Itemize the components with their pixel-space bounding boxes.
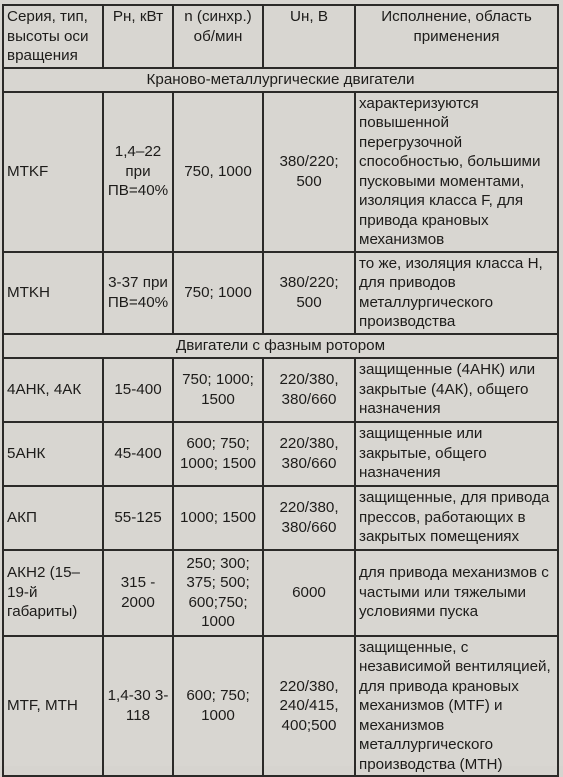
cell-description: то же, изоляция класса Н, для приводов металлургического производства: [355, 252, 558, 334]
cell-description: характеризуются повышенной перегрузочной способностью, большими пусковыми моментами, изоляция класса F, для привода крановых механизмов: [355, 92, 558, 252]
cell-voltage: 220/380, 380/660: [263, 486, 355, 550]
header-speed: n (синхр.) об/мин: [173, 5, 263, 68]
header-row: [3, 5, 558, 68]
table-row: [3, 92, 558, 252]
cell-voltage: 380/220; 500: [263, 92, 355, 252]
section-title: Крановo-металлургические двигатели: [3, 68, 558, 92]
header-voltage: Uн, В: [263, 5, 355, 68]
cell-speed: 1000; 1500: [173, 486, 263, 550]
cell-series: MTKH: [3, 252, 103, 334]
table-row: [3, 252, 558, 334]
cell-series: АКН2 (15–19-й габариты): [3, 550, 103, 636]
cell-series: MTKF: [3, 92, 103, 252]
cell-series: АКП: [3, 486, 103, 550]
cell-voltage: 220/380, 240/415, 400;500: [263, 636, 355, 777]
cell-speed: 750, 1000: [173, 92, 263, 252]
motor-series-table: [2, 4, 559, 777]
cell-speed: 600; 750; 1000; 1500: [173, 422, 263, 486]
cell-power: 1,4-30 3-118: [103, 636, 173, 777]
table-row: [3, 636, 558, 777]
table-row: [3, 422, 558, 486]
cell-speed: 750; 1000; 1500: [173, 358, 263, 422]
header-description: Исполнение, область применения: [355, 5, 558, 68]
cell-speed: 600; 750; 1000: [173, 636, 263, 777]
cell-power: 1,4–22 при ПВ=40%: [103, 92, 173, 252]
cell-description: для привода механизмов с частыми или тяжелыми условиями пуска: [355, 550, 558, 636]
cell-voltage: 220/380, 380/660: [263, 358, 355, 422]
section-row: [3, 68, 558, 92]
cell-description: защищенные, для привода прессов, работающих в закрытых помещениях: [355, 486, 558, 550]
section-title: Двигатели с фазным ротором: [3, 334, 558, 358]
header-power: Рн, кВт: [103, 5, 173, 68]
cell-speed: 250; 300; 375; 500; 600;750; 1000: [173, 550, 263, 636]
cell-power: 55-125: [103, 486, 173, 550]
cell-power: 315 - 2000: [103, 550, 173, 636]
table-row: [3, 486, 558, 550]
cell-speed: 750; 1000: [173, 252, 263, 334]
header-series: Серия, тип, высоты оси вращения: [3, 5, 103, 68]
cell-power: 15-400: [103, 358, 173, 422]
section-row: [3, 334, 558, 358]
cell-description: защищенные, с независимой вентиляцией, для привода крановых механизмов (MTF) и механизмов металлургического производства (MTH): [355, 636, 558, 777]
cell-power: 3-37 при ПВ=40%: [103, 252, 173, 334]
cell-series: 4АНК, 4АК: [3, 358, 103, 422]
cell-series: MTF, MTH: [3, 636, 103, 777]
table-row: [3, 358, 558, 422]
cell-power: 45-400: [103, 422, 173, 486]
cell-description: защищенные (4АНК) или закрытые (4АК), общего назначения: [355, 358, 558, 422]
table-row: [3, 550, 558, 636]
cell-description: защищенные или закрытые, общего назначения: [355, 422, 558, 486]
cell-voltage: 380/220; 500: [263, 252, 355, 334]
cell-series: 5АНК: [3, 422, 103, 486]
cell-voltage: 6000: [263, 550, 355, 636]
cell-voltage: 220/380, 380/660: [263, 422, 355, 486]
